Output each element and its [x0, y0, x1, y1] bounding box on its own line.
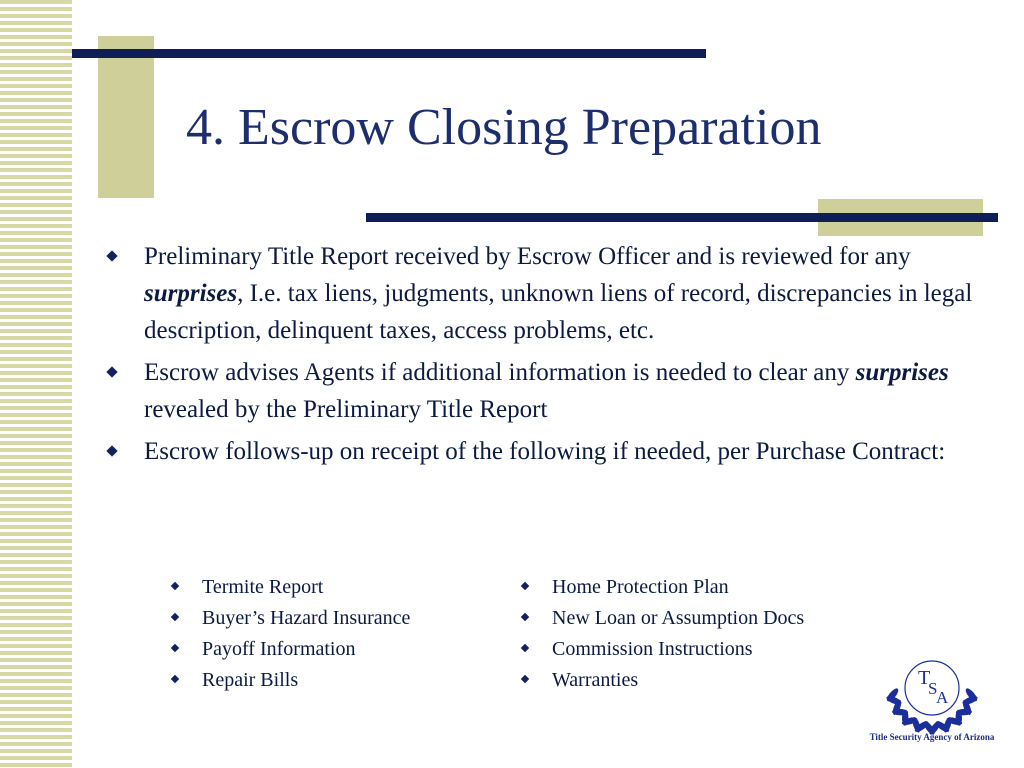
diamond-bullet-icon [171, 582, 179, 590]
logo-letter-a: A [936, 688, 949, 707]
diamond-bullet-icon [521, 644, 529, 652]
diamond-bullet-icon [521, 582, 529, 590]
bullet-emphasis: surprises [144, 280, 238, 307]
diamond-bullet-icon [521, 613, 529, 621]
diamond-bullet-icon [171, 644, 179, 652]
sub-list-item [168, 665, 410, 696]
sub-item-text: New Loan or Assumption Docs [552, 607, 805, 629]
bullet-item [104, 354, 994, 428]
bullet-text: Preliminary Title Report received by Escrow Officer and is reviewed for any [144, 243, 911, 270]
bullet-item [104, 238, 994, 349]
sub-item-text: Warranties [552, 669, 639, 691]
bullet-text: revealed by the Preliminary Title Report [144, 396, 548, 423]
diamond-bullet-icon [106, 445, 117, 456]
sub-list-left [168, 572, 410, 696]
sub-item-text: Buyer’s Hazard Insurance [202, 607, 411, 629]
sub-list-item [168, 634, 410, 665]
logo-caption: Title Security Agency of Arizona [869, 732, 995, 742]
bullet-text: Escrow follows-up on receipt of the following if needed, per Purchase Contract: [144, 438, 946, 465]
main-bullet-list [104, 238, 994, 475]
bullet-text: Escrow advises Agents if additional information is needed to clear any [144, 359, 856, 386]
slide-title: 4. Escrow Closing Preparation [186, 99, 822, 156]
logo-letter-t: T [918, 667, 931, 689]
sub-list-item [518, 572, 804, 603]
diamond-bullet-icon [106, 250, 117, 261]
logo-letter-s: S [928, 679, 938, 698]
sub-list-item [168, 603, 410, 634]
khaki-accent-block-top [98, 36, 154, 198]
sub-item-text: Home Protection Plan [552, 576, 729, 598]
sub-item-text: Commission Instructions [552, 638, 753, 660]
sub-list-item [518, 665, 804, 696]
sub-item-text: Repair Bills [202, 669, 299, 691]
left-striped-border [0, 0, 72, 768]
diamond-bullet-icon [106, 366, 117, 377]
navy-rule-bottom [366, 213, 998, 222]
bullet-text: , I.e. tax liens, judgments, unknown liens of record, discrepancies in legal description, delinquent taxes, access problems, etc. [144, 280, 973, 344]
navy-rule-top [72, 49, 706, 58]
sub-list-item [168, 572, 410, 603]
bullet-item [104, 433, 994, 470]
diamond-bullet-icon [171, 675, 179, 683]
diamond-bullet-icon [171, 613, 179, 621]
sub-item-text: Termite Report [202, 576, 324, 598]
sub-list-right [518, 572, 804, 696]
bullet-emphasis: surprises [855, 359, 949, 386]
sub-list-item [518, 603, 804, 634]
diamond-bullet-icon [521, 675, 529, 683]
sub-list-item [518, 634, 804, 665]
sub-item-text: Payoff Information [202, 638, 356, 660]
